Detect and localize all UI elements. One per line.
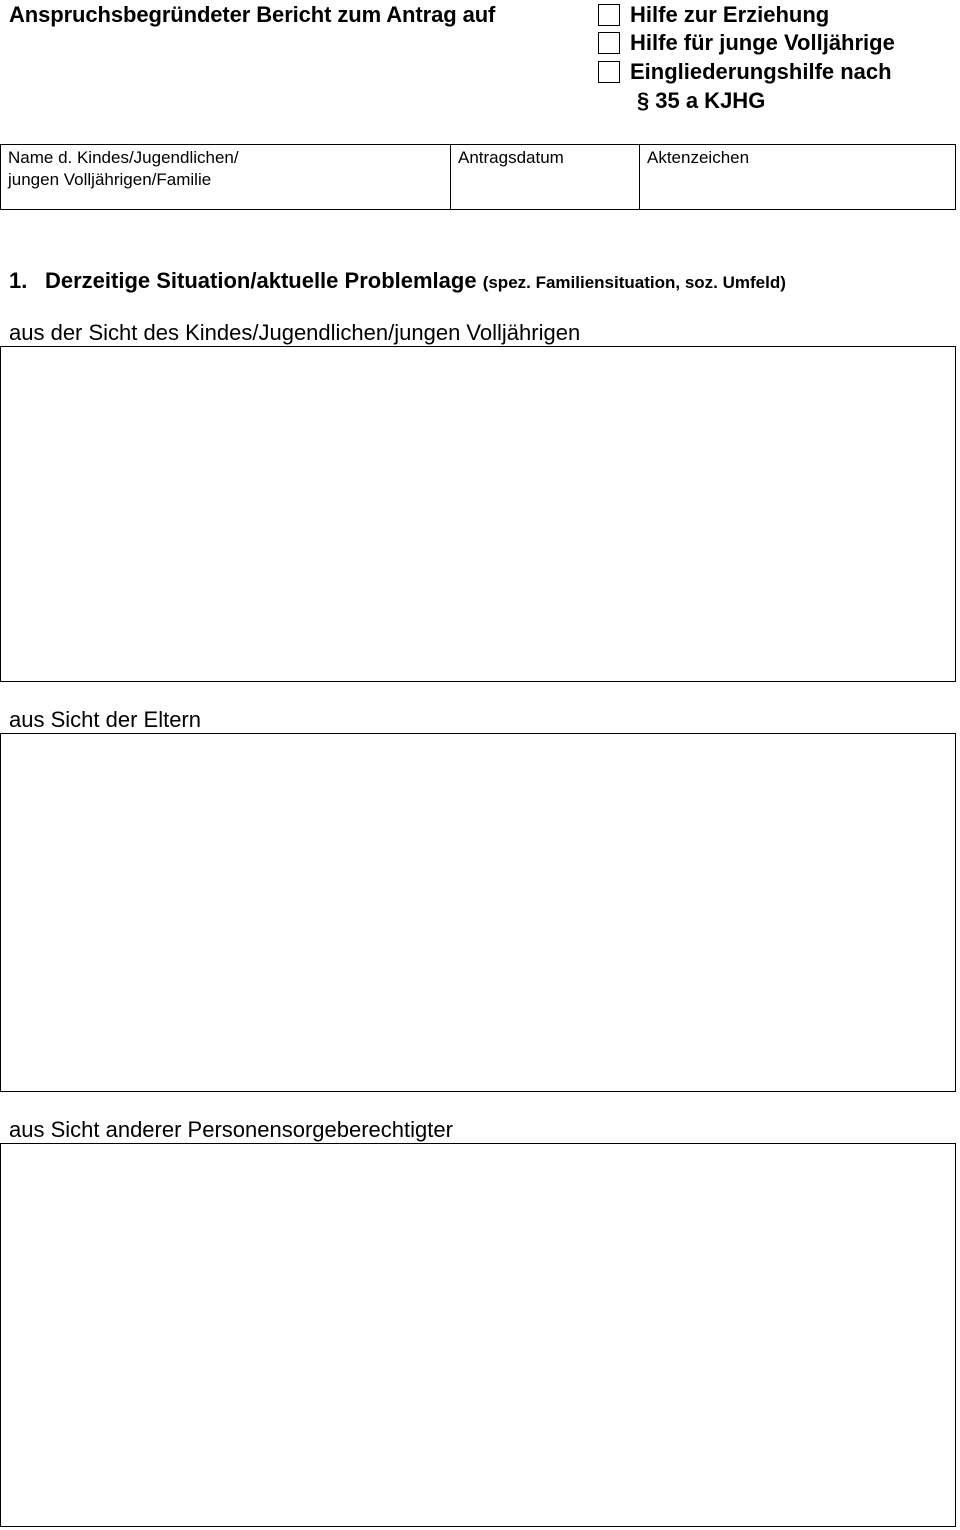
textbox-parents-view[interactable]	[0, 733, 956, 1092]
checkbox-eingliederungshilfe[interactable]	[598, 61, 620, 83]
form-title: Anspruchsbegründeter Bericht zum Antrag auf	[9, 2, 496, 27]
field-label-child: aus der Sicht des Kindes/Jugendlichen/jungen Volljährigen	[9, 320, 581, 345]
section-title: Derzeitige Situation/aktuelle Problemlage	[45, 268, 477, 293]
checkbox-hilfe-zur-erziehung[interactable]	[598, 4, 620, 26]
section-heading	[9, 268, 786, 294]
name-label-line2: jungen Volljährigen/Familie	[8, 170, 212, 189]
option-label: Hilfe für junge Volljährige	[630, 30, 895, 55]
paragraph-symbol: §	[637, 88, 650, 113]
name-label-line1: Name d. Kindes/Jugendlichen/	[8, 148, 239, 167]
section-subtitle: (spez. Familiensituation, soz. Umfeld)	[482, 273, 786, 292]
option-hilfe-zur-erziehung	[598, 2, 829, 28]
option-hilfe-junge-volljaehrige	[598, 30, 895, 56]
textbox-child-view[interactable]	[0, 346, 956, 682]
option-continuation	[637, 88, 765, 114]
field-label-parents: aus Sicht der Eltern	[9, 707, 201, 732]
file-number-field[interactable]	[639, 145, 955, 209]
date-label: Antragsdatum	[458, 148, 564, 167]
textbox-other-guardians-view[interactable]	[0, 1143, 956, 1527]
date-field[interactable]	[450, 145, 639, 209]
option-label: Eingliederungshilfe nach	[630, 59, 892, 84]
file-number-label: Aktenzeichen	[647, 148, 750, 167]
checkbox-hilfe-junge-volljaehrige[interactable]	[598, 32, 620, 54]
name-field[interactable]	[1, 145, 450, 209]
field-label-other-guardians: aus Sicht anderer Personensorgeberechtigter	[9, 1117, 453, 1142]
section-number: 1.	[9, 268, 28, 293]
option-continuation-text: 35 a KJHG	[655, 88, 766, 113]
option-label: Hilfe zur Erziehung	[630, 2, 830, 27]
info-table	[0, 144, 956, 210]
option-eingliederungshilfe	[598, 59, 892, 85]
